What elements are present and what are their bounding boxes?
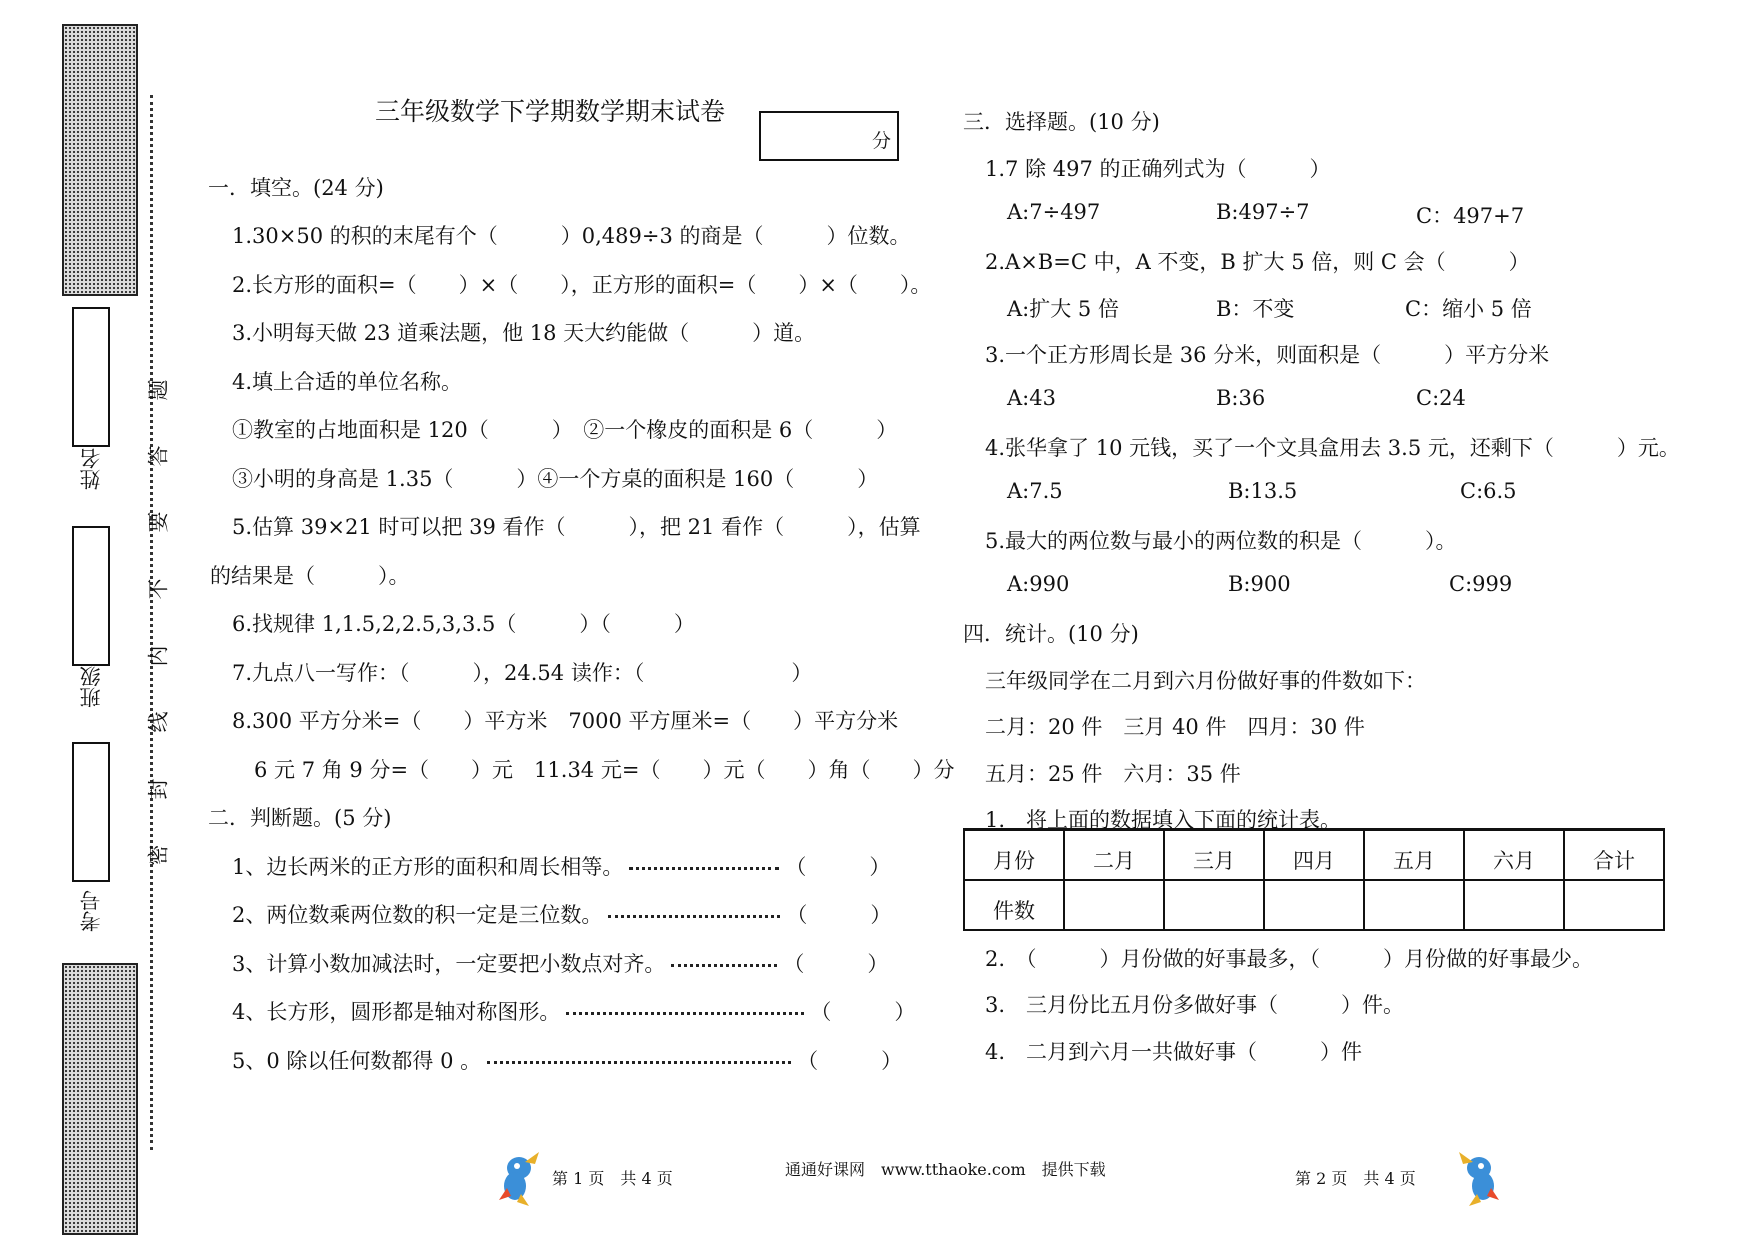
judge-item — [232, 851, 890, 881]
judge-blank[interactable]: （ ） — [785, 855, 891, 879]
table-header-cell: 二月 — [1064, 830, 1164, 881]
s1-line: 6 元 7 角 9 分=（ ）元 11.34 元=（ ）元（ ）角（ ）分 — [254, 758, 955, 782]
choice-question: 5.最大的两位数与最小的两位数的积是（ ）。 — [985, 529, 1457, 553]
seal-char: 内 — [146, 645, 171, 667]
table-header-row — [964, 830, 1664, 881]
judge-statement: 3、计算小数加减法时，一定要把小数点对齐。 — [232, 952, 666, 976]
choice-question: 4.张华拿了 10 元钱，买了一个文具盒用去 3.5 元，还剩下（ ）元。 — [985, 436, 1680, 460]
table-input-cell[interactable] — [1164, 880, 1264, 930]
s1-line: 4.填上合适的单位名称。 — [232, 370, 463, 394]
judge-statement: 2、两位数乘两位数的积一定是三位数。 — [232, 903, 603, 927]
table-header-cell: 四月 — [1264, 830, 1364, 881]
stat-data-line: 五月：25 件 六月：35 件 — [985, 762, 1241, 786]
choice-option[interactable]: C:6.5 — [1460, 479, 1517, 503]
seal-char: 要 — [146, 511, 171, 533]
table-input-cell[interactable] — [1564, 880, 1664, 930]
exam-number-box[interactable] — [72, 742, 110, 882]
page-title: 三年级数学下学期数学期末试卷 — [375, 97, 726, 126]
choice-option[interactable]: B：不变 — [1216, 297, 1295, 321]
seal-char: 题 — [146, 379, 171, 401]
choice-option[interactable]: A:7.5 — [1007, 479, 1063, 503]
seal-char: 不 — [146, 578, 171, 600]
binding-hatch-bottom — [62, 963, 138, 1235]
choice-option[interactable]: B:13.5 — [1228, 479, 1298, 503]
choice-option[interactable]: A:43 — [1007, 386, 1056, 410]
section4-heading: 四．统计。(10 分) — [963, 622, 1139, 646]
section3-heading: 三．选择题。(10 分) — [963, 110, 1160, 134]
judge-item — [232, 1045, 902, 1075]
s1-line: 7.九点八一写作：（ ），24.54 读作：（ ） — [232, 661, 813, 685]
dot-leader — [629, 867, 779, 870]
table-input-cell[interactable] — [1364, 880, 1464, 930]
seal-char: 答 — [146, 445, 171, 467]
table-input-cell[interactable] — [1264, 880, 1364, 930]
class-box[interactable] — [72, 526, 110, 666]
choice-option[interactable]: A:扩大 5 倍 — [1007, 297, 1119, 321]
section2-heading: 二．判断题。(5 分) — [208, 806, 392, 830]
page-number-right: 第 2 页 共 4 页 — [1295, 1169, 1416, 1188]
score-box[interactable] — [759, 111, 899, 161]
stat-question: 4. 二月到六月一共做好事（ ）件 — [985, 1040, 1363, 1064]
judge-item — [232, 996, 915, 1026]
table-input-cell[interactable] — [1464, 880, 1564, 930]
s1-line: 5.估算 39×21 时可以把 39 看作（ ），把 21 看作（ ），估算 — [232, 515, 921, 539]
table-header-cell: 六月 — [1464, 830, 1564, 881]
s1-line: ③小明的身高是 1.35（ ）④一个方桌的面积是 160（ ） — [232, 467, 879, 491]
mascot-icon — [495, 1148, 541, 1208]
s1-line: 2.长方形的面积=（ ）×（ ），正方形的面积=（ ）×（ ）。 — [232, 273, 932, 297]
s1-line: 3.小明每天做 23 道乘法题，他 18 天大约能做（ ）道。 — [232, 321, 816, 345]
choice-option[interactable]: B:497÷7 — [1216, 200, 1310, 224]
choice-option[interactable]: A:990 — [1007, 572, 1070, 596]
footer-source: 通通好课网 www.tthaoke.com 提供下载 — [785, 1160, 1106, 1179]
stat-intro: 三年级同学在二月到六月份做好事的件数如下： — [985, 669, 1426, 693]
dot-leader — [671, 964, 777, 967]
choice-option[interactable]: B:36 — [1216, 386, 1266, 410]
choice-option[interactable]: C：497+7 — [1416, 204, 1525, 228]
mascot-icon — [1457, 1148, 1503, 1208]
judge-statement: 1、边长两米的正方形的面积和周长相等。 — [232, 855, 624, 879]
seal-char: 线 — [146, 711, 171, 733]
s1-line: 1.30×50 的积的末尾有个（ ）0,489÷3 的商是（ ）位数。 — [232, 224, 911, 248]
table-header-cell: 三月 — [1164, 830, 1264, 881]
judge-item — [232, 899, 891, 929]
section1-heading: 一．填空。(24 分) — [208, 176, 384, 200]
table-row — [964, 880, 1664, 930]
table-header-cell: 合计 — [1564, 830, 1664, 881]
score-unit: 分 — [871, 130, 891, 152]
choice-question: 2.A×B=C 中，A 不变，B 扩大 5 倍，则 C 会（ ） — [985, 250, 1530, 274]
judge-item — [232, 948, 888, 978]
choice-question: 3.一个正方形周长是 36 分米，则面积是（ ）平方分米 — [985, 343, 1550, 367]
statistics-table — [963, 828, 1665, 931]
s1-line: 8.300 平方分米=（ ）平方米 7000 平方厘米=（ ）平方分米 — [232, 709, 899, 733]
judge-statement: 4、长方形，圆形都是轴对称图形。 — [232, 1000, 561, 1024]
s1-line: 的结果是（ ）。 — [210, 564, 410, 588]
seal-char: 密 — [146, 844, 171, 866]
stat-question: 3. 三月份比五月份多做好事（ ）件。 — [985, 993, 1405, 1017]
table-input-cell[interactable] — [1064, 880, 1164, 930]
name-label: 姓名 — [79, 448, 103, 490]
dot-leader — [566, 1012, 804, 1015]
choice-option[interactable]: C：缩小 5 倍 — [1405, 297, 1532, 321]
choice-option[interactable]: A:7÷497 — [1007, 200, 1101, 224]
s1-line: 6.找规律 1,1.5,2,2.5,3,3.5（ ）（ ） — [232, 612, 695, 636]
choice-option[interactable]: C:24 — [1416, 386, 1466, 410]
judge-blank[interactable]: （ ） — [786, 903, 892, 927]
choice-option[interactable]: B:900 — [1228, 572, 1291, 596]
table-header-cell: 五月 — [1364, 830, 1464, 881]
name-box[interactable] — [72, 307, 110, 447]
judge-blank[interactable]: （ ） — [783, 952, 889, 976]
stat-data-line: 二月：20 件 三月 40 件 四月：30 件 — [985, 715, 1365, 739]
class-label: 班级 — [79, 666, 103, 708]
seal-dotted-line — [150, 95, 153, 1150]
judge-blank[interactable]: （ ） — [797, 1049, 903, 1073]
stat-question: 1. 将上面的数据填入下面的统计表。 — [985, 808, 1342, 832]
dot-leader — [608, 915, 780, 918]
stat-question: 2. （ ）月份做的好事最多，（ ）月份做的好事最少。 — [985, 947, 1594, 971]
exam-number-label: 考号 — [79, 890, 103, 932]
dot-leader — [487, 1061, 791, 1064]
s1-line: ①教室的占地面积是 120（ ） ②一个橡皮的面积是 6（ ） — [232, 418, 898, 442]
table-header-cell: 月份 — [964, 830, 1064, 881]
choice-question: 1.7 除 497 的正确列式为（ ） — [985, 157, 1331, 181]
table-row-label: 件数 — [964, 880, 1064, 930]
seal-char: 封 — [146, 778, 171, 800]
choice-option[interactable]: C:999 — [1449, 572, 1513, 596]
judge-blank[interactable]: （ ） — [810, 1000, 916, 1024]
binding-hatch-top — [62, 24, 138, 296]
page-number-left: 第 1 页 共 4 页 — [552, 1169, 673, 1188]
judge-statement: 5、0 除以任何数都得 0 。 — [232, 1049, 482, 1073]
